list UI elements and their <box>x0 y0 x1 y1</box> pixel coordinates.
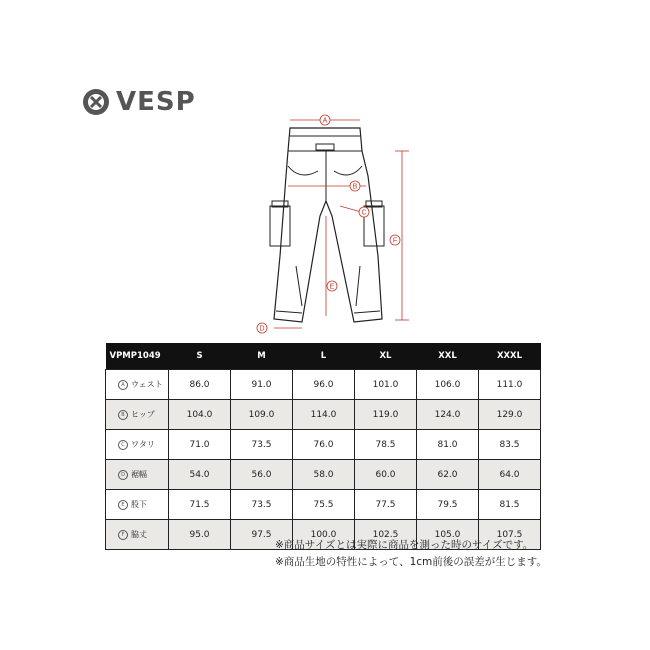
marker-b <box>350 181 360 191</box>
table-cell: 76.0 <box>293 430 355 460</box>
row-label: A ウェスト <box>106 370 169 400</box>
table-cell: 106.0 <box>417 370 479 400</box>
logo-mark-icon <box>82 88 110 116</box>
marker-a <box>320 115 330 125</box>
table-row <box>106 400 541 430</box>
table-cell: 60.0 <box>355 460 417 490</box>
table-cell: 73.5 <box>231 430 293 460</box>
marker-d <box>257 323 267 333</box>
table-cell: 97.5 <box>231 520 293 550</box>
marker-icon: A <box>118 380 128 390</box>
table-row <box>106 490 541 520</box>
marker-icon: F <box>118 530 128 540</box>
table-cell: 71.5 <box>169 490 231 520</box>
table-cell: 81.0 <box>417 430 479 460</box>
svg-text:F: F <box>392 237 398 245</box>
svg-text:D: D <box>259 325 265 333</box>
table-cell: 104.0 <box>169 400 231 430</box>
pants-measurement-diagram <box>240 106 430 336</box>
table-cell: 114.0 <box>293 400 355 430</box>
size-header: M <box>231 343 293 370</box>
table-cell: 129.0 <box>479 400 541 430</box>
note-line: ※商品サイズとは実際に商品を測った時のサイズです。 <box>275 539 534 551</box>
table-cell: 95.0 <box>169 520 231 550</box>
size-chart-table <box>105 343 541 550</box>
table-cell: 119.0 <box>355 400 417 430</box>
table-cell: 75.5 <box>293 490 355 520</box>
brand-logo <box>82 88 196 116</box>
table-row <box>106 370 541 400</box>
size-header: XXXL <box>479 343 541 370</box>
row-label: E 股下 <box>106 490 169 520</box>
table-cell: 124.0 <box>417 400 479 430</box>
table-cell: 100.0 <box>293 520 355 550</box>
table-cell: 73.5 <box>231 490 293 520</box>
svg-text:B: B <box>352 183 358 191</box>
marker-c <box>359 207 369 217</box>
table-cell: 96.0 <box>293 370 355 400</box>
table-row <box>106 430 541 460</box>
table-cell: 83.5 <box>479 430 541 460</box>
size-header: XL <box>355 343 417 370</box>
size-header: XXL <box>417 343 479 370</box>
table-cell: 62.0 <box>417 460 479 490</box>
table-cell: 78.5 <box>355 430 417 460</box>
model-number: VPMP1049 <box>106 343 169 370</box>
table-cell: 58.0 <box>293 460 355 490</box>
table-cell: 105.0 <box>417 520 479 550</box>
table-cell: 77.5 <box>355 490 417 520</box>
marker-icon: C <box>118 440 128 450</box>
table-cell: 109.0 <box>231 400 293 430</box>
note-line: ※商品生地の特性によって、1cm前後の誤差が生じます。 <box>275 556 547 568</box>
row-label: B ヒップ <box>106 400 169 430</box>
row-label: C ワタリ <box>106 430 169 460</box>
table-cell: 91.0 <box>231 370 293 400</box>
row-label: D 裾幅 <box>106 460 169 490</box>
marker-e <box>327 281 337 291</box>
svg-text:C: C <box>361 209 367 217</box>
table-cell: 56.0 <box>231 460 293 490</box>
marker-icon: E <box>118 500 128 510</box>
table-cell: 64.0 <box>479 460 541 490</box>
table-cell: 79.5 <box>417 490 479 520</box>
table-header-row <box>106 343 541 370</box>
table-cell: 54.0 <box>169 460 231 490</box>
table-cell: 101.0 <box>355 370 417 400</box>
table-cell: 107.5 <box>479 520 541 550</box>
size-header: L <box>293 343 355 370</box>
marker-f <box>390 235 400 245</box>
table-cell: 81.5 <box>479 490 541 520</box>
svg-text:E: E <box>329 283 335 291</box>
size-notes <box>275 537 547 571</box>
marker-icon: B <box>118 410 128 420</box>
table-cell: 111.0 <box>479 370 541 400</box>
size-header: S <box>169 343 231 370</box>
table-cell: 86.0 <box>169 370 231 400</box>
row-label: F 脇丈 <box>106 520 169 550</box>
svg-text:A: A <box>322 117 328 125</box>
table-row <box>106 460 541 490</box>
table-cell: 102.5 <box>355 520 417 550</box>
marker-icon: D <box>118 470 128 480</box>
table-cell: 71.0 <box>169 430 231 460</box>
brand-name: VESP <box>116 87 196 117</box>
